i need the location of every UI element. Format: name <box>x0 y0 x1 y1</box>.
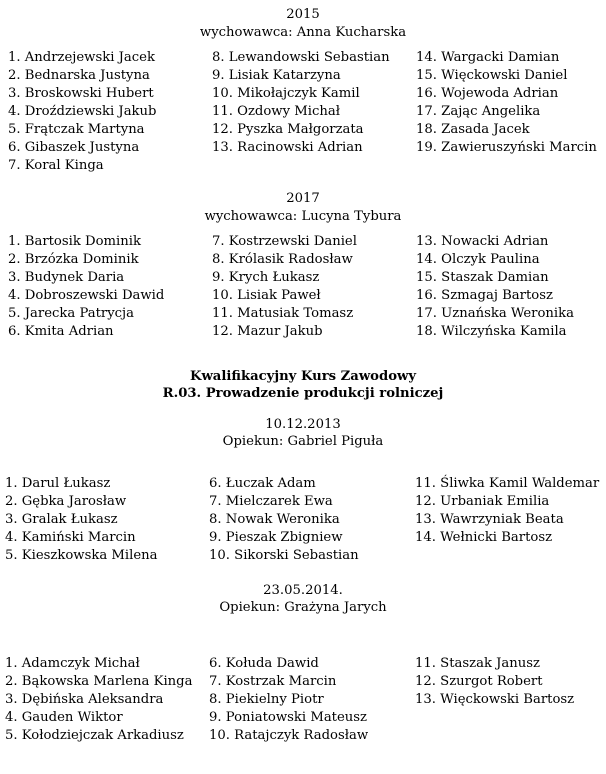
list-item: 4. Gauden Wiktor <box>5 710 123 725</box>
list-item: 8. Królasik Radosław <box>212 252 353 267</box>
list-item: 2. Brzózka Dominik <box>8 252 139 267</box>
list-item: 17. Uznańska Weronika <box>416 306 574 321</box>
list-item: 6. Gibaszek Justyna <box>8 140 140 155</box>
supervisor-2014: Opiekun: Grażyna Jarych <box>219 600 387 615</box>
list-item: 10. Sikorski Sebastian <box>209 548 359 563</box>
date-2013-heading: 10.12.2013 <box>265 417 341 432</box>
list-item: 12. Urbaniak Emilia <box>415 494 550 509</box>
course-subtitle: R.03. Prowadzenie produkcji rolniczej <box>162 386 444 401</box>
list-item: 11. Śliwka Kamil Waldemar <box>415 476 600 491</box>
list-item: 13. Racinowski Adrian <box>212 140 363 155</box>
list-item: 19. Zawieruszyński Marcin <box>416 140 597 155</box>
list-2014-col1 <box>5 655 192 745</box>
list-2017-col2 <box>212 233 357 341</box>
list-item: 3. Dębińska Aleksandra <box>5 692 164 707</box>
list-item: 2. Gębka Jarosław <box>5 494 127 509</box>
list-item: 11. Ozdowy Michał <box>212 104 340 119</box>
list-item: 5. Jarecka Patrycja <box>8 306 134 321</box>
list-item: 9. Poniatowski Mateusz <box>209 710 367 725</box>
list-item: 4. Droździewski Jakub <box>8 104 157 119</box>
list-item: 16. Szmagaj Bartosz <box>416 288 553 303</box>
list-item: 3. Gralak Łukasz <box>5 512 118 527</box>
list-item: 1. Adamczyk Michał <box>5 656 140 671</box>
list-item: 10. Lisiak Paweł <box>212 288 321 303</box>
year-2015-heading: 2015 <box>286 7 320 22</box>
list-2013-col3 <box>415 475 599 547</box>
list-item: 5. Kołodziejczak Arkadiusz <box>5 728 184 743</box>
list-item: 9. Krych Łukasz <box>212 270 320 285</box>
list-item: 18. Zasada Jacek <box>416 122 530 137</box>
list-item: 9. Lisiak Katarzyna <box>212 68 341 83</box>
list-item: 11. Matusiak Tomasz <box>212 306 354 321</box>
list-item: 7. Kostrzak Marcin <box>209 674 337 689</box>
list-2013-col1 <box>5 475 158 565</box>
list-item: 13. Nowacki Adrian <box>416 234 549 249</box>
list-item: 12. Szurgot Robert <box>415 674 543 689</box>
list-item: 14. Olczyk Paulina <box>416 252 540 267</box>
list-2017-col3 <box>416 233 574 341</box>
list-item: 8. Nowak Weronika <box>209 512 340 527</box>
list-2015-col3 <box>416 49 597 157</box>
list-item: 7. Mielczarek Ewa <box>209 494 333 509</box>
list-item: 6. Kmita Adrian <box>8 324 114 339</box>
list-item: 14. Wargacki Damian <box>416 50 560 65</box>
list-item: 1. Andrzejewski Jacek <box>8 50 155 65</box>
list-item: 4. Dobroszewski Dawid <box>8 288 165 303</box>
list-item: 13. Więckowski Bartosz <box>415 692 575 707</box>
list-item: 18. Wilczyńska Kamila <box>416 324 567 339</box>
list-item: 5. Kieszkowska Milena <box>5 548 158 563</box>
list-item: 12. Pyszka Małgorzata <box>212 122 364 137</box>
list-item: 6. Kołuda Dawid <box>209 656 319 671</box>
list-item: 12. Mazur Jakub <box>212 324 323 339</box>
teacher-2015: wychowawca: Anna Kucharska <box>199 25 407 40</box>
list-item: 8. Piekielny Piotr <box>209 692 324 707</box>
list-item: 8. Lewandowski Sebastian <box>212 50 390 65</box>
list-item: 3. Budynek Daria <box>8 270 125 285</box>
list-item: 2. Bednarska Justyna <box>8 68 150 83</box>
list-item: 9. Pieszak Zbigniew <box>209 530 343 545</box>
list-item: 14. Wełnicki Bartosz <box>415 530 553 545</box>
teacher-2017: wychowawca: Lucyna Tybura <box>204 209 402 224</box>
list-item: 5. Frątczak Martyna <box>8 122 145 137</box>
list-2013-col2 <box>209 475 359 565</box>
list-item: 3. Broskowski Hubert <box>8 86 154 101</box>
list-item: 1. Bartosik Dominik <box>8 234 141 249</box>
list-item: 16. Wojewoda Adrian <box>416 86 559 101</box>
list-item: 7. Kostrzewski Daniel <box>212 234 357 249</box>
list-item: 10. Mikołajczyk Kamil <box>212 86 360 101</box>
list-item: 15. Staszak Damian <box>416 270 549 285</box>
list-item: 15. Więckowski Daniel <box>416 68 568 83</box>
list-item: 1. Darul Łukasz <box>5 476 111 491</box>
list-item: 4. Kamiński Marcin <box>5 530 136 545</box>
list-2015-col1 <box>8 49 156 175</box>
list-2017-col1 <box>8 233 164 341</box>
date-2014-heading: 23.05.2014. <box>263 583 343 598</box>
list-item: 17. Zając Angelika <box>416 104 541 119</box>
list-2015-col2 <box>212 49 390 157</box>
list-2014-col3 <box>415 655 574 709</box>
list-item: 6. Łuczak Adam <box>209 476 316 491</box>
year-2017-heading: 2017 <box>286 191 320 206</box>
list-item: 13. Wawrzyniak Beata <box>415 512 564 527</box>
supervisor-2013: Opiekun: Gabriel Piguła <box>222 434 384 449</box>
list-2014-col2 <box>209 655 368 745</box>
list-item: 10. Ratajczyk Radosław <box>209 728 369 743</box>
list-item: 11. Staszak Janusz <box>415 656 540 671</box>
list-item: 2. Bąkowska Marlena Kinga <box>5 674 193 689</box>
course-title: Kwalifikacyjny Kurs Zawodowy <box>189 369 417 384</box>
list-item: 7. Koral Kinga <box>8 158 104 173</box>
